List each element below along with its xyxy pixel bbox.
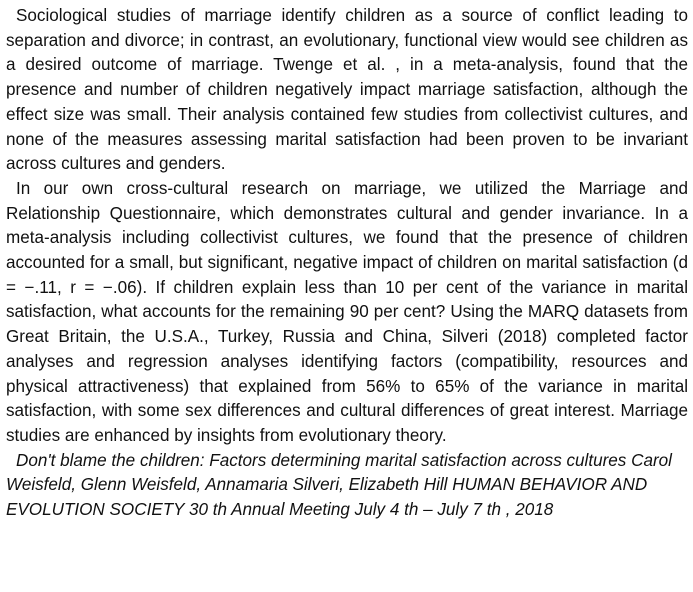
citation <box>6 449 688 523</box>
citation-title: Don't blame the children: Factors determining marital satisfaction across cultures <box>16 450 627 470</box>
document-body <box>6 4 688 523</box>
citation-authors: Carol Weisfeld, Glenn Weisfeld, Annamaria Silveri, Elizabeth Hill <box>6 450 672 495</box>
paragraph-2: In our own cross-cultural research on marriage, we utilized the Marriage and Relationship Questionnaire, which demonstrates cultural and gender invariance. In a meta-analysis including collectivist cultures, we found that the presence of children accounted for a small, but significant, negative impact of children on marital satisfaction (d = −.11, r = −.06). If children explain less than 10 per cent of the variance in marital satisfaction, what accounts for the remaining 90 per cent? Using the MARQ datasets from Great Britain, the U.S.A., Turkey, Russia and China, Silveri (2018) completed factor analyses and regression analyses identifying factors (compatibility, resources and physical attractiveness) that explained from 56% to 65% of the variance in marital satisfaction, with some sex differences and cultural differences of great interest. Marriage studies are enhanced by insights from evolutionary theory. <box>6 178 688 445</box>
citation-event: HUMAN BEHAVIOR AND EVOLUTION SOCIETY 30 th Annual Meeting July 4 th – July 7 th , 2018 <box>6 475 648 520</box>
paragraph-1: Sociological studies of marriage identify children as a source of conflict leading to separation and divorce; in contrast, an evolutionary, functional view would see children as a desired outcome of marriage. Twenge et al. , in a meta-analysis, found that the presence and number of children negatively impact marriage satisfaction, although the effect size was small. Their analysis contained few studies from collectivist cultures, and none of the measures assessing marital satisfaction had been proven to be invariant across cultures and genders. <box>6 6 688 174</box>
